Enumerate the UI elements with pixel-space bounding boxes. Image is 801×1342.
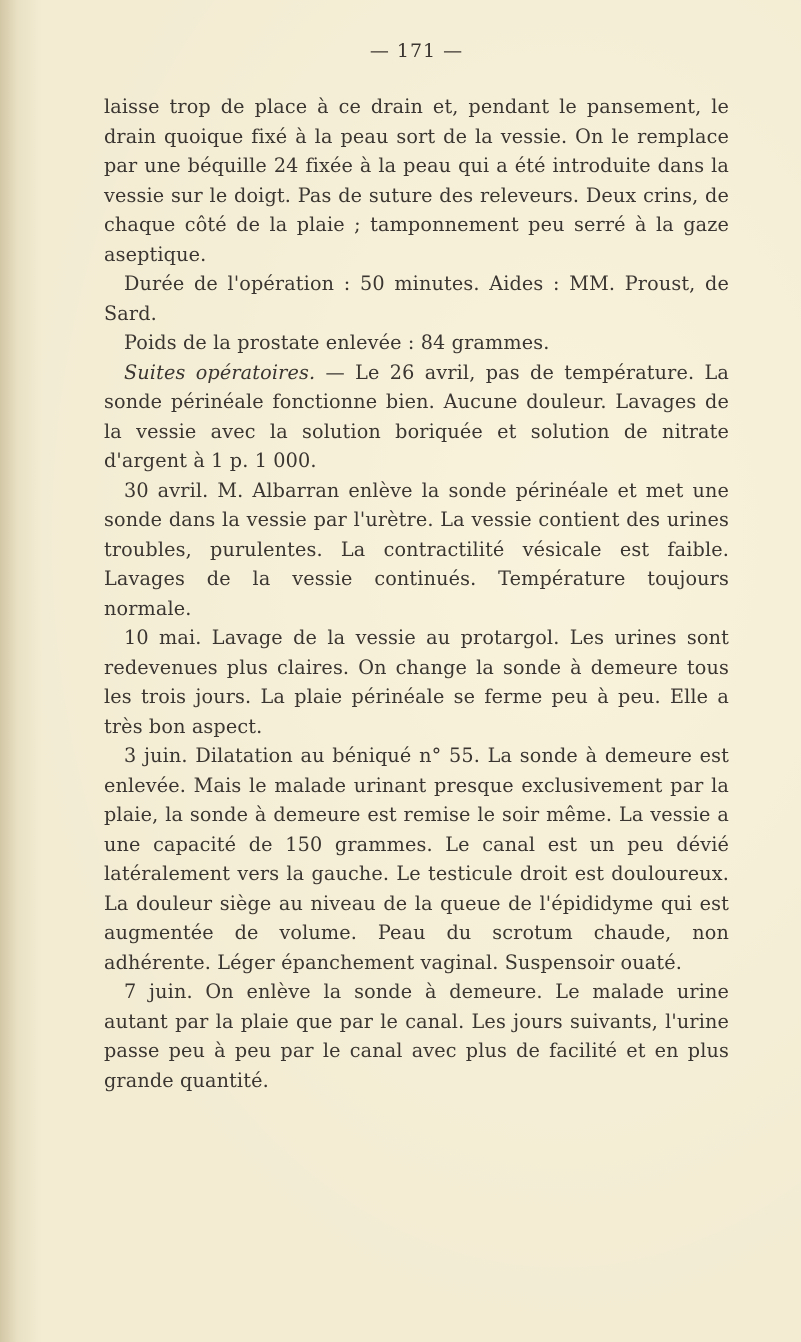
- book-page: [104, 0, 729, 1342]
- paragraph-suites-operatoires: [104, 358, 729, 476]
- body-text: [104, 92, 729, 1095]
- paragraph-prostate-weight: Poids de la prostate enlevée : 84 grammes.: [124, 331, 550, 354]
- paragraph-10-mai: 10 mai. Lavage de la vessie au protargol. Les urines sont redevenues plus claires. On change la sonde à demeure tous les trois jours. La plaie périnéale se ferme peu à peu. Elle a très bon aspect.: [104, 626, 729, 738]
- paragraph-operation-duration: Durée de l'opération : 50 minutes. Aides : MM. Proust, de Sard.: [104, 272, 729, 325]
- page-number: — 171 —: [369, 40, 464, 62]
- section-heading-suites-operatoires: Suites opératoires.: [124, 360, 316, 384]
- paragraph-suites-text: — Le 26 avril, pas de température. La sonde périnéale fonctionne bien. Aucune douleur. Lavages de la vessie avec la solution boriquée et solution de nitrate d'argent à 1 p. 1 000.: [104, 360, 729, 472]
- paragraph-3-juin: 3 juin. Dilatation au béniqué n° 55. La sonde à demeure est enlevée. Mais le malade urinant presque exclusivement par la plaie, la sonde à demeure est remise le soir même. La vessie a une capacité de 150 grammes. Le canal est un peu dévié latéralement vers la gauche. Le testicule droit est douloureux. La douleur siège au niveau de la queue de l'épididyme qui est augmentée de volume. Peau du scrotum chaude, non adhérente. Léger épanchement vaginal. Suspensoir ouaté.: [104, 744, 729, 974]
- paragraph-continuation: laisse trop de place à ce drain et, pendant le pansement, le drain quoique fixé à la peau sort de la vessie. On le remplace par une béquille 24 fixée à la peau qui a été introduite dans la vessie sur le doigt. Pas de suture des releveurs. Deux crins, de chaque côté de la plaie ; tamponnement peu serré à la gaze aseptique.: [104, 95, 729, 266]
- paragraph-30-avril: 30 avril. M. Albarran enlève la sonde périnéale et met une sonde dans la vessie par l'urètre. La vessie contient des urines troubles, purulentes. La contractilité vésicale est faible. Lavages de la vessie continués. Température toujours normale.: [104, 478, 729, 620]
- paragraph-7-juin: 7 juin. On enlève la sonde à demeure. Le malade urine autant par la plaie que par le canal. Les jours suivants, l'urine passe peu à peu par le canal avec plus de facilité et en plus grande quantité.: [104, 980, 729, 1092]
